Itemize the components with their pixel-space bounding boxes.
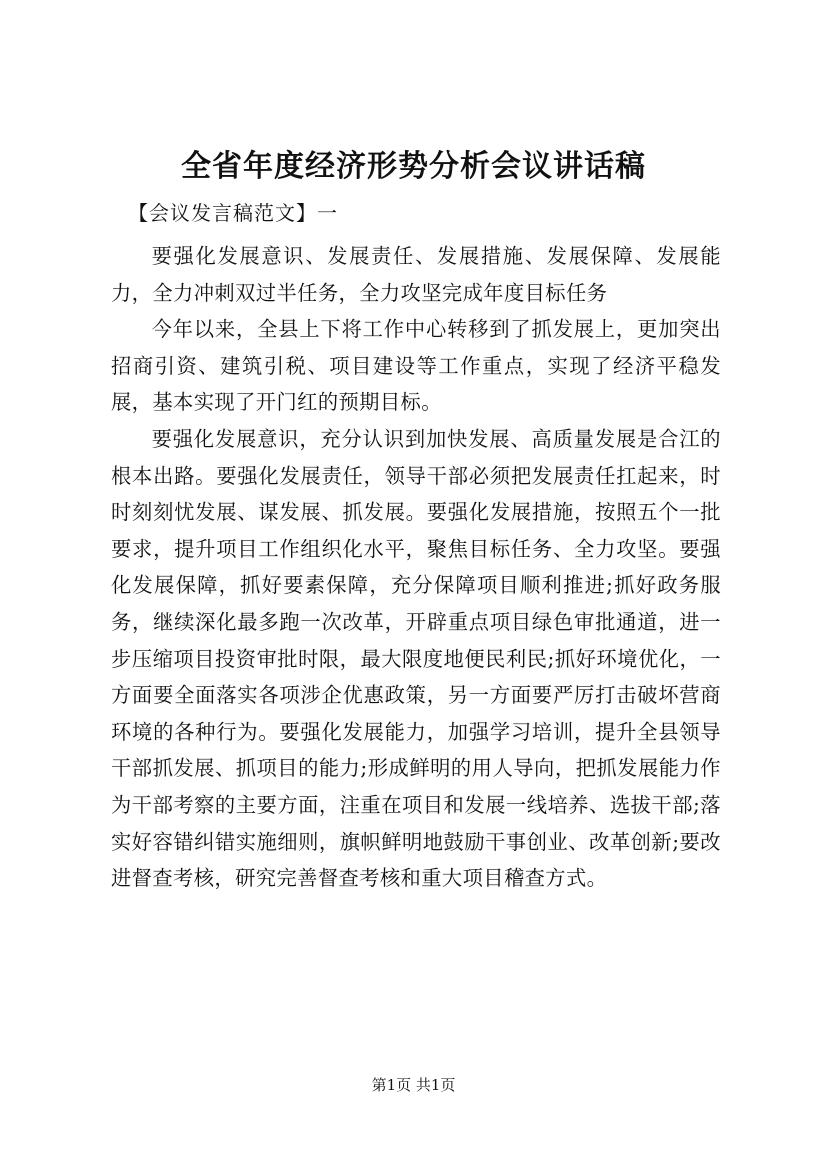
paragraph-2: 今年以来，全县上下将工作中心转移到了抓发展上，更加突出招商引资、建筑引税、项目建设等工作重点，实现了经济平稳发展，基本实现了开门红的预期目标。: [111, 317, 721, 415]
document-subtitle: 【会议发言稿范文】一: [128, 201, 338, 225]
paragraph-1: 要强化发展意识、发展责任、发展措施、发展保障、发展能力，全力冲刺双过半任务，全力攻坚完成年度目标任务: [111, 244, 721, 305]
document-body: [111, 238, 721, 897]
paragraph-3: 要强化发展意识，充分认识到加快发展、高质量发展是合江的根本出路。要强化发展责任，领导干部必须把发展责任扛起来，时时刻刻忧发展、谋发展、抓发展。要强化发展措施，按照五个一批要求，提升项目工作组织化水平，聚焦目标任务、全力攻坚。要强化发展保障，抓好要素保障，充分保障项目顺利推进;抓好政务服务，继续深化最多跑一次改革，开辟重点项目绿色审批通道，进一步压缩项目投资审批时限，最大限度地便民利民;抓好环境优化，一方面要全面落实各项涉企优惠政策，另一方面要严厉打击破坏营商环境的各种行为。要强化发展能力，加强学习培训，提升全县领导干部抓发展、抓项目的能力;形成鲜明的用人导向，把抓发展能力作为干部考察的主要方面，注重在项目和发展一线培养、选拔干部;落实好容错纠错实施细则，旗帜鲜明地鼓励干事创业、改革创新;要改进督查考核，研究完善督查考核和重大项目稽查方式。: [111, 426, 721, 891]
document-title: 全省年度经济形势分析会议讲话稿: [181, 149, 646, 184]
page-number-footer: 第1页 共1页: [371, 1076, 456, 1094]
